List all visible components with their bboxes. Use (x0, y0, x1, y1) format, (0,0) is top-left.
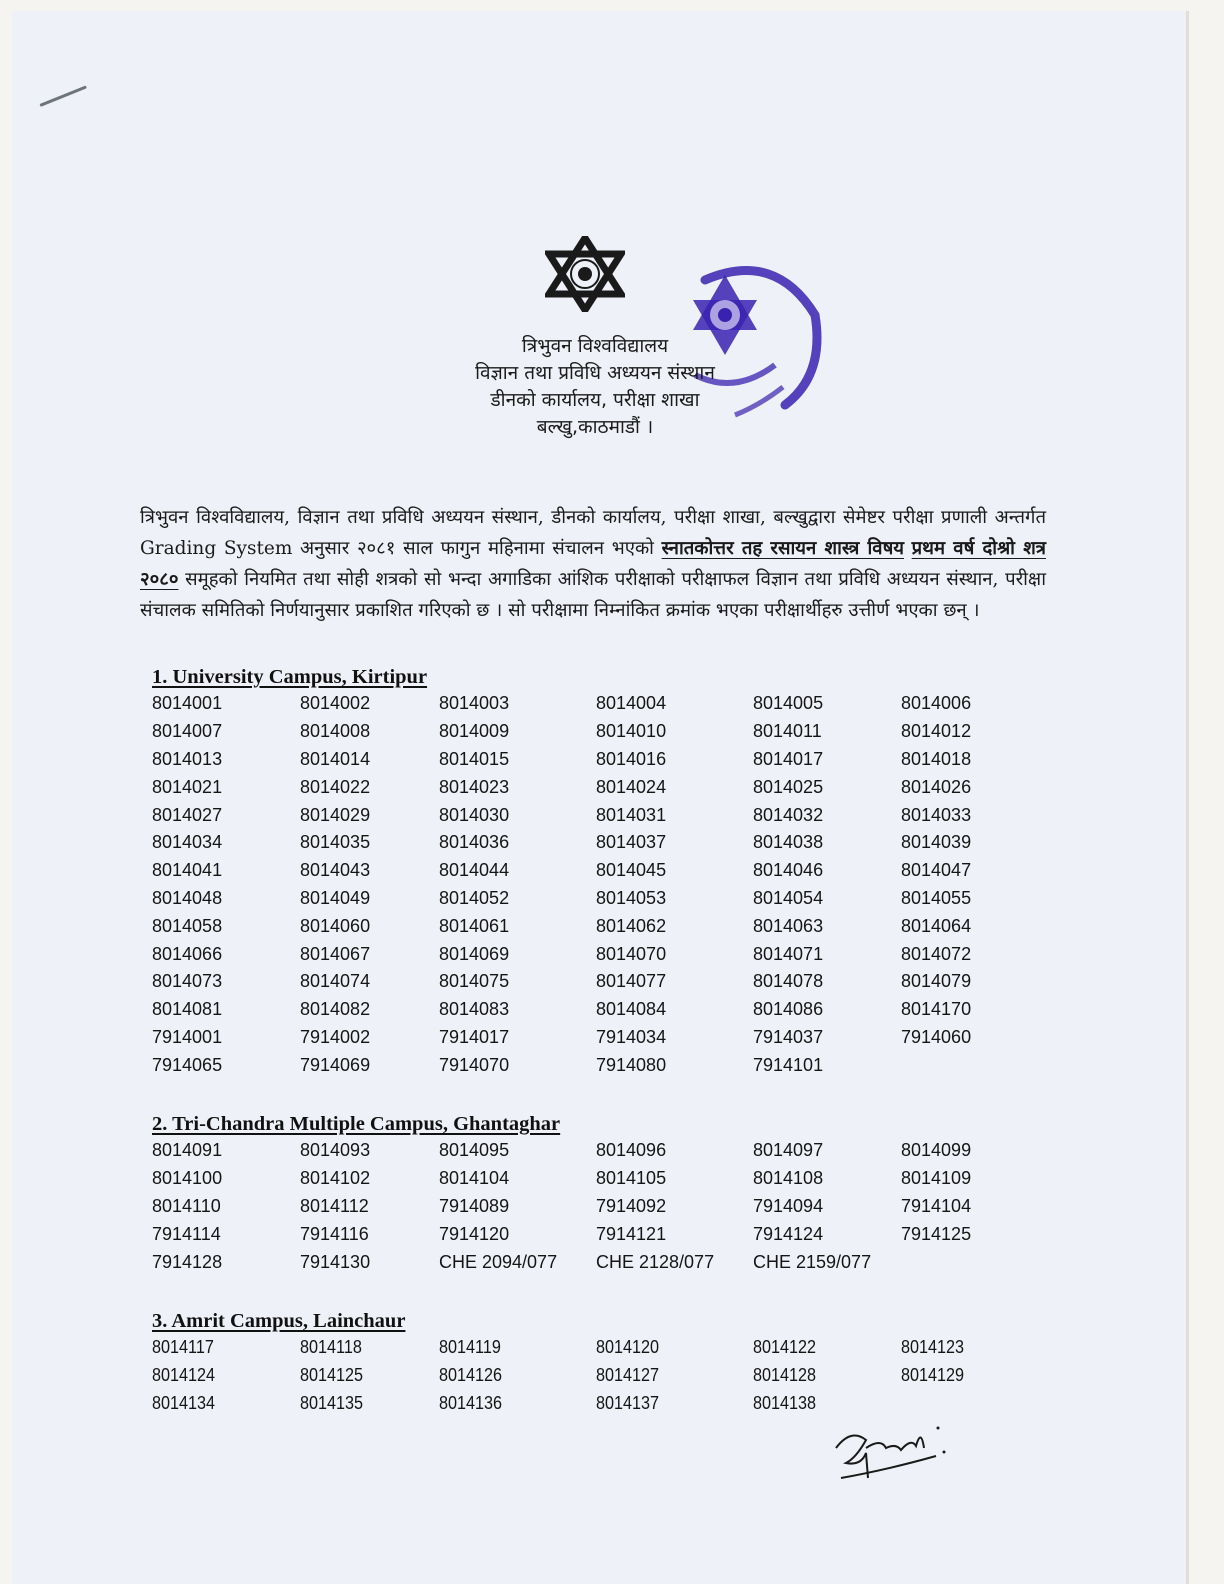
symbol-number: 8014060 (300, 915, 371, 936)
symbol-number: 8014071 (753, 943, 824, 964)
symbol-number-list (152, 1137, 1032, 1276)
symbol-number: 8014117 (152, 1337, 214, 1358)
symbol-number: 8014078 (753, 971, 824, 992)
campus-section-university (152, 664, 1032, 1079)
table-row (152, 1137, 1032, 1165)
symbol-number: 8014079 (901, 971, 972, 992)
symbol-number: 8014072 (901, 943, 972, 964)
symbol-number: 8014096 (596, 1140, 667, 1161)
symbol-number: 8014001 (152, 693, 223, 714)
symbol-number: 8014127 (596, 1365, 660, 1386)
symbol-number: 8014093 (300, 1140, 371, 1161)
symbol-number: 8014015 (439, 748, 510, 769)
symbol-number: 8014002 (300, 693, 371, 714)
symbol-number: 8014061 (439, 915, 510, 936)
table-row (152, 1390, 1032, 1418)
symbol-number: 8014170 (901, 999, 972, 1020)
symbol-number: 8014067 (300, 943, 371, 964)
symbol-number: 8014135 (300, 1392, 364, 1413)
symbol-number: CHE 2159/077 (753, 1251, 872, 1272)
symbol-number: 7914125 (901, 1223, 972, 1244)
symbol-number: 8014022 (300, 776, 371, 797)
symbol-number: 8014109 (901, 1168, 972, 1189)
symbol-number: 8014110 (152, 1195, 221, 1216)
symbol-number: 8014138 (753, 1392, 817, 1413)
symbol-number: 8014038 (753, 832, 824, 853)
table-row (152, 912, 1032, 940)
symbol-number: 7914092 (596, 1195, 667, 1216)
symbol-number: 8014126 (439, 1365, 503, 1386)
symbol-number: 8014055 (901, 887, 972, 908)
symbol-number: 8014100 (152, 1168, 223, 1189)
symbol-number: 8014018 (901, 748, 972, 769)
symbol-number: 8014024 (596, 776, 667, 797)
symbol-number-list (152, 1334, 1032, 1417)
symbol-number: 8014099 (901, 1140, 972, 1161)
table-row (152, 857, 1032, 885)
signature (826, 1418, 956, 1488)
symbol-number: 8014031 (596, 804, 667, 825)
table-row (152, 773, 1032, 801)
symbol-number: 8014006 (901, 693, 972, 714)
symbol-number: 8014137 (596, 1392, 660, 1413)
notice-text-cont: समूहको नियमित तथा सोही शत्रको सो भन्दा अगाडिका आंशिक परीक्षाको परीक्षाफल विज्ञान तथा प्रविधि अध्ययन संस्थान, परीक्षा संचालक समितिको निर्णयानुसार प्रकाशित गरिएको छ । सो परीक्षामा निम्नांकित क्रमांक भएका परीक्षार्थीहरु उत्तीर्ण भएका छन् । (140, 569, 1046, 621)
symbol-number: 7914124 (753, 1223, 824, 1244)
campus-title: 3. Amrit Campus, Lainchaur (152, 1310, 406, 1332)
semester-name: प्रथम वर्ष दोश्रो शत्र २०८० (140, 538, 1046, 590)
symbol-number: 8014112 (300, 1195, 369, 1216)
symbol-number: 7914094 (753, 1195, 824, 1216)
symbol-number: 7914001 (152, 1026, 223, 1047)
table-row (152, 718, 1032, 746)
symbol-number: 8014122 (753, 1337, 817, 1358)
symbol-number: 8014032 (753, 804, 824, 825)
symbol-number: 8014070 (596, 943, 667, 964)
symbol-number-list (152, 690, 1032, 1079)
symbol-number: 8014005 (753, 693, 824, 714)
table-row (152, 968, 1032, 996)
table-row (152, 1024, 1032, 1052)
symbol-number: 8014047 (901, 860, 972, 881)
symbol-number: 8014083 (439, 999, 510, 1020)
symbol-number: 8014091 (152, 1140, 223, 1161)
symbol-number: 8014118 (300, 1337, 362, 1358)
symbol-number: 8014037 (596, 832, 667, 853)
symbol-number: 8014108 (753, 1168, 824, 1189)
symbol-number: 8014084 (596, 999, 667, 1020)
symbol-number: 8014105 (596, 1168, 667, 1189)
page-edge (1186, 11, 1189, 1584)
symbol-number: 8014054 (753, 887, 824, 908)
symbol-number: 7914120 (439, 1223, 510, 1244)
symbol-number: 8014077 (596, 971, 667, 992)
symbol-number: 8014026 (901, 776, 972, 797)
symbol-number: 8014049 (300, 887, 371, 908)
symbol-number: 8014082 (300, 999, 371, 1020)
symbol-number: CHE 2128/077 (596, 1251, 715, 1272)
symbol-number: 8014062 (596, 915, 667, 936)
symbol-number: 8014095 (439, 1140, 510, 1161)
symbol-number: 8014012 (901, 721, 972, 742)
symbol-number: 8014073 (152, 971, 223, 992)
table-row (152, 1334, 1032, 1362)
symbol-number: 8014097 (753, 1140, 824, 1161)
symbol-number: 8014102 (300, 1168, 371, 1189)
symbol-number: 8014045 (596, 860, 667, 881)
symbol-number: 7914065 (152, 1054, 223, 1075)
table-row (152, 1051, 1032, 1079)
symbol-number: 8014003 (439, 693, 510, 714)
symbol-number: 8014066 (152, 943, 223, 964)
symbol-number: 7914034 (596, 1026, 667, 1047)
symbol-number: 8014014 (300, 748, 371, 769)
symbol-number: 8014081 (152, 999, 223, 1020)
symbol-number: 8014086 (753, 999, 824, 1020)
program-name: स्नातकोत्तर तह रसायन शास्त्र विषय (661, 538, 904, 559)
symbol-number: 8014069 (439, 943, 510, 964)
symbol-number: 8014044 (439, 860, 510, 881)
symbol-number: 8014029 (300, 804, 371, 825)
symbol-number: 8014136 (439, 1392, 503, 1413)
symbol-number: 8014023 (439, 776, 510, 797)
table-row (152, 1248, 1032, 1276)
symbol-number: 8014053 (596, 887, 667, 908)
table-row (152, 1193, 1032, 1221)
table-row (152, 1362, 1032, 1390)
letterhead (380, 333, 810, 441)
symbol-number: 8014046 (753, 860, 824, 881)
symbol-number: 8014074 (300, 971, 371, 992)
symbol-number: 8014124 (152, 1365, 216, 1386)
symbol-number: 7914080 (596, 1054, 667, 1075)
table-row (152, 1220, 1032, 1248)
symbol-number: 8014041 (152, 860, 223, 881)
symbol-number: 8014010 (596, 721, 667, 742)
symbol-number: 8014011 (753, 721, 822, 742)
symbol-number: 8014119 (439, 1337, 501, 1358)
symbol-number: 8014027 (152, 804, 223, 825)
university-logo-icon (545, 236, 625, 312)
symbol-number: 8014043 (300, 860, 371, 881)
symbol-number: 8014021 (152, 776, 223, 797)
symbol-number: 8014125 (300, 1365, 364, 1386)
office-name: डीनको कार्यालय, परीक्षा शाखा (490, 389, 700, 411)
symbol-number: 8014025 (753, 776, 824, 797)
table-row (152, 940, 1032, 968)
symbol-number: 7914002 (300, 1026, 371, 1047)
table-row (152, 1165, 1032, 1193)
symbol-number: 8014052 (439, 887, 510, 908)
symbol-number: 7914104 (901, 1195, 972, 1216)
table-row (152, 885, 1032, 913)
symbol-number: 8014075 (439, 971, 510, 992)
campus-section-trichandra (152, 1111, 1032, 1276)
symbol-number: 8014033 (901, 804, 972, 825)
symbol-number: 7914037 (753, 1026, 824, 1047)
symbol-number: 8014104 (439, 1168, 510, 1189)
symbol-number: 7914130 (300, 1251, 371, 1272)
campus-title: 1. University Campus, Kirtipur (152, 666, 428, 688)
symbol-number: 7914089 (439, 1195, 510, 1216)
symbol-number: 8014036 (439, 832, 510, 853)
result-notice-paragraph (140, 502, 1046, 626)
symbol-number: 8014120 (596, 1337, 660, 1358)
symbol-number: CHE 2094/077 (439, 1251, 558, 1272)
notice-text: त्रिभुवन विश्वविद्यालय, विज्ञान तथा प्रविधि अध्ययन संस्थान, डीनको कार्यालय, परीक्षा शाखा, बल्खुद्वारा सेमेष्टर परीक्षा प्रणाली अन्तर्गत Grading System अनुसार २०८१ साल फागुन महिनामा संचालन भएको (140, 507, 1046, 559)
campus-title: 2. Tri-Chandra Multiple Campus, Ghantaghar (152, 1113, 561, 1135)
campus-section-amrit (152, 1308, 1032, 1417)
symbol-number: 8014129 (901, 1365, 965, 1386)
symbol-number: 7914070 (439, 1054, 510, 1075)
office-address: बल्खु,काठमाडौं । (536, 416, 654, 438)
table-row (152, 996, 1032, 1024)
table-row (152, 690, 1032, 718)
university-name: त्रिभुवन विश्वविद्यालय (521, 335, 669, 357)
symbol-number: 8014007 (152, 721, 223, 742)
symbol-number: 8014017 (753, 748, 824, 769)
symbol-number: 7914017 (439, 1026, 510, 1047)
table-row (152, 746, 1032, 774)
symbol-number: 7914128 (152, 1251, 223, 1272)
symbol-number: 8014048 (152, 887, 223, 908)
symbol-number: 8014009 (439, 721, 510, 742)
symbol-number: 8014134 (152, 1392, 216, 1413)
symbol-number: 8014039 (901, 832, 972, 853)
symbol-number: 7914069 (300, 1054, 371, 1075)
symbol-number: 7914121 (596, 1223, 667, 1244)
table-row (152, 801, 1032, 829)
symbol-number: 8014034 (152, 832, 223, 853)
table-row (152, 829, 1032, 857)
institute-name: विज्ञान तथा प्रविधि अध्ययन संस्थान (475, 362, 715, 384)
symbol-number: 8014123 (901, 1337, 965, 1358)
symbol-number: 8014008 (300, 721, 371, 742)
symbol-number: 8014016 (596, 748, 667, 769)
symbol-number: 8014004 (596, 693, 667, 714)
symbol-number: 8014128 (753, 1365, 817, 1386)
symbol-number: 8014035 (300, 832, 371, 853)
symbol-number: 8014058 (152, 915, 223, 936)
spacer (904, 538, 912, 559)
symbol-number: 8014063 (753, 915, 824, 936)
symbol-number: 7914114 (152, 1223, 221, 1244)
symbol-number: 8014013 (152, 748, 223, 769)
symbol-number: 7914060 (901, 1026, 972, 1047)
symbol-number: 8014064 (901, 915, 972, 936)
symbol-number: 8014030 (439, 804, 510, 825)
symbol-number: 7914116 (300, 1223, 369, 1244)
symbol-number: 7914101 (753, 1054, 824, 1075)
